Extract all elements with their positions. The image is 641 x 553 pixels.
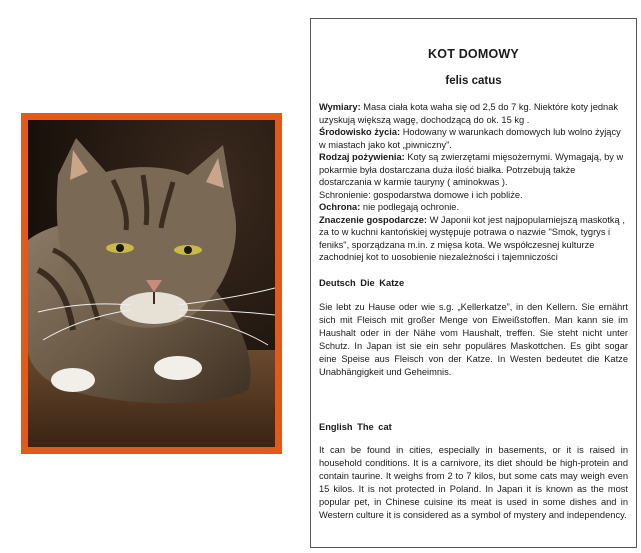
fact-economic-significance: [319, 214, 628, 264]
german-body: Sie lebt zu Hause oder wie s.g. „Kellerkatze”, in den Kellern. Sie ernährt sich mit Fleisch mit großer Menge von Eiweißstoffen. Man kann sie im Haushalt oder in der Nähe vom Haushalt, treffen. Sie steht nicht unter Schutz. In Japan ist sie ein sehr populäres Maskottchen. Es gibt sogar eine Speise aus Fleisch von der Katze. In Westen bedeutet die Katze Unabhängigkeit und Geheimnis.: [319, 301, 628, 377]
english-heading: English The cat: [319, 421, 392, 432]
fact-label: Rodzaj pożywienia:: [319, 152, 405, 162]
fact-dimensions: [319, 101, 628, 126]
fact-text: nie podlegają ochronie.: [360, 202, 460, 212]
fact-text: Hodowany w warunkach domowych lub wolno żyjący w miastach jako kot „piwniczny”.: [319, 127, 621, 150]
german-heading: Deutsch Die Katze: [319, 277, 405, 288]
fact-habitat: [319, 126, 628, 151]
fact-protection: [319, 201, 628, 214]
fact-label: Wymiary:: [319, 102, 361, 112]
cat-photo: [28, 120, 275, 447]
fact-shelter: [319, 189, 628, 202]
fact-label: Znaczenie gospodarcze:: [319, 214, 427, 225]
fact-text: W Japonii kot jest najpopularniejszą maskotką , za to w kuchni kantońskiej występuje potrawa o nazwie "Smok, tygrys i feniks", sporządzana m.in. z mięsa kota. We współczesnej kulturze zachodniej kot to uosobienie niezależności i tajemniczości: [319, 214, 625, 262]
fact-label: Środowisko życia:: [319, 127, 401, 137]
info-card: [310, 18, 637, 548]
photo-frame: [21, 113, 282, 454]
english-body: It can be found in cities, especially in basements, or it is raised in household conditions. It is a carnivore, its diet should be high-protein and contain taurine. It weighs from 2 to 7 kilos, but some cats may weigh even 15 kilos. It is not protected in Poland. In Japan it is known as the most popular pet, in Chinese cuisine its meat is used in some dishes and in Western culture it is considered as a symbol of mystery and independency.: [319, 444, 628, 520]
latin-name: felis catus: [445, 75, 502, 87]
cat-illustration: [28, 120, 275, 447]
fact-text: Masa ciała kota waha się od 2,5 do 7 kg. Niektóre koty jednak uzyskują większą wagę, dochodzącą do ok. 15 kg .: [319, 102, 619, 125]
fact-text: Koty są zwierzętami mięsożernymi. Wymagają, by w pokarmie była dostarczana duża ilość białka. Potrzebują także dostarczania w karmie tauryny ( aminokwas ).: [319, 152, 624, 187]
polish-section: [319, 101, 628, 264]
card-title: KOT DOMOWY: [428, 47, 519, 61]
fact-diet: [319, 151, 628, 189]
fact-label: Ochrona:: [319, 202, 361, 212]
fact-text: Schronienie: gospodarstwa domowe i ich pobliże.: [319, 189, 523, 200]
